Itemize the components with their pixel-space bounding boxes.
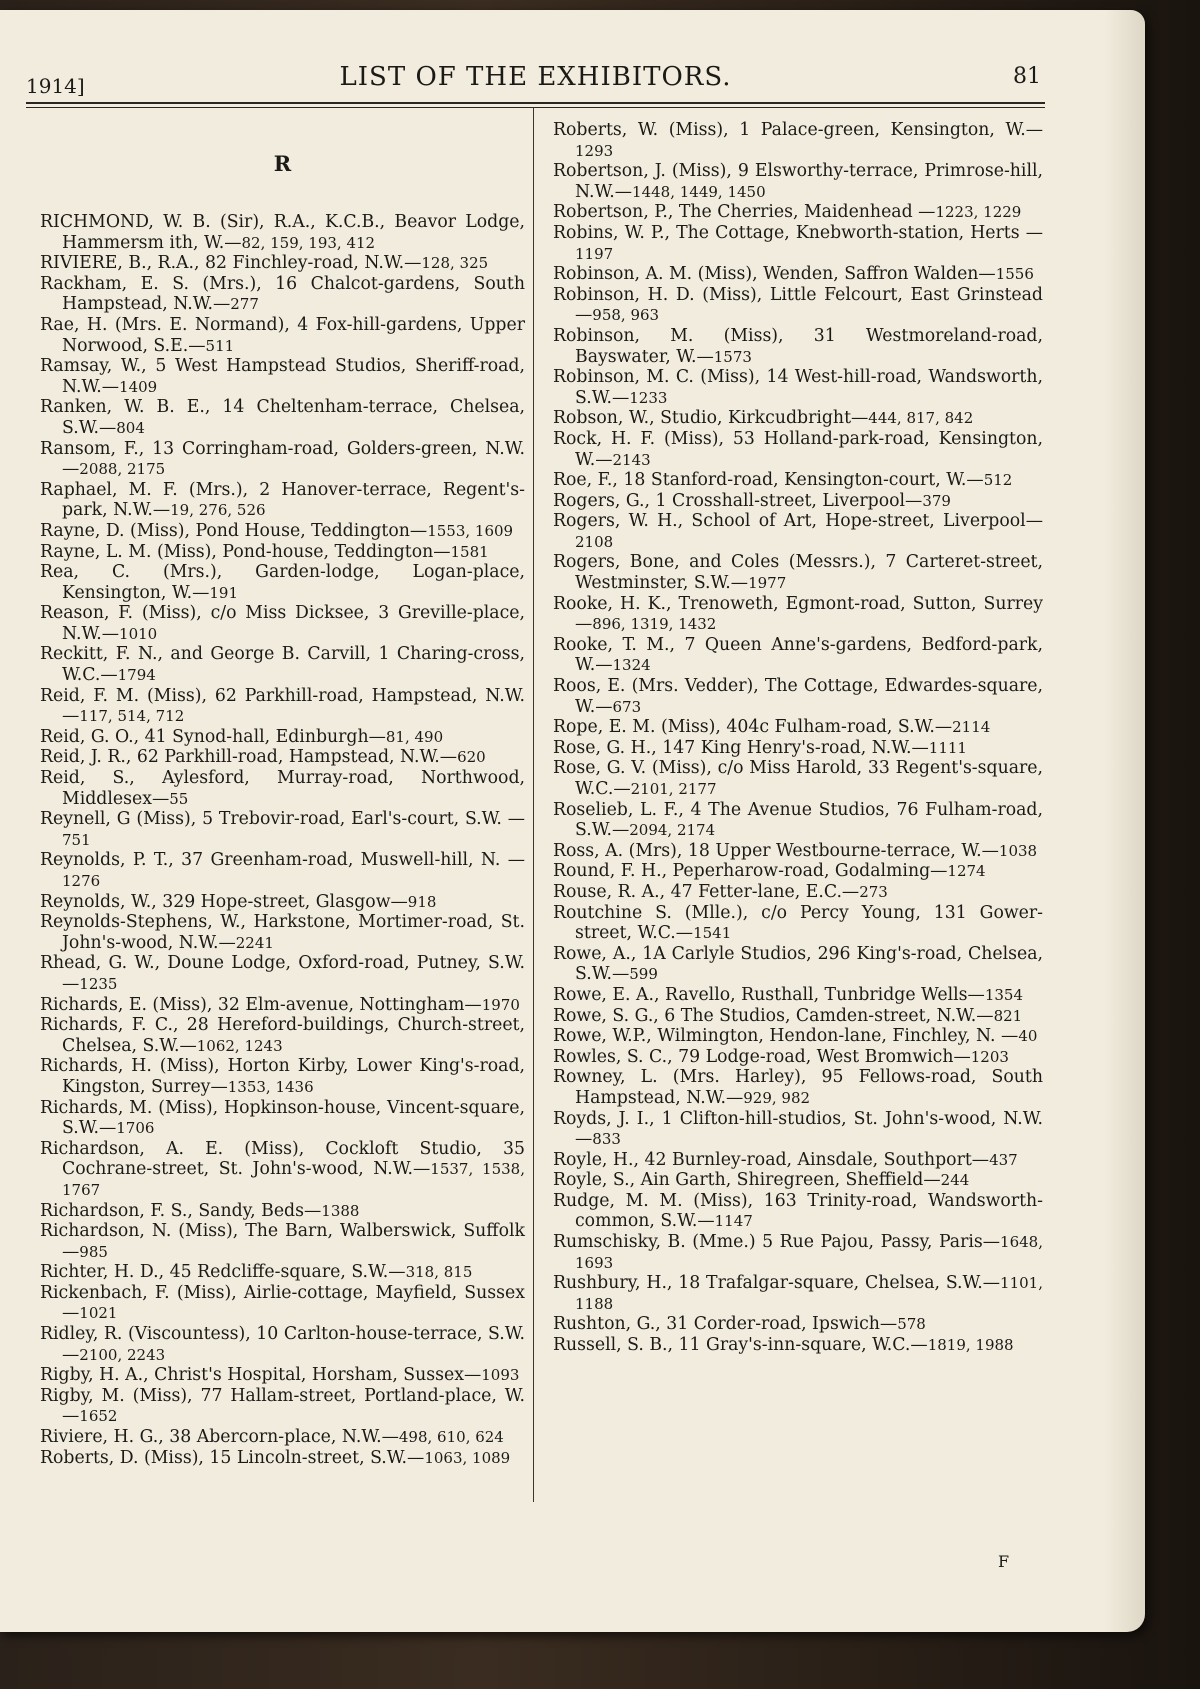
exhibitor-address: Ranken, W. B. E., 14 Cheltenham-terrace, Chelsea, S.W.— (40, 397, 525, 438)
exhibitor-address: Rose, G. V. (Miss), c/o Miss Harold, 33 Regent's-square, W.C.— (553, 758, 1043, 799)
exhibitor-entry (40, 953, 525, 994)
exhibitor-address: Reid, F. M. (Miss), 62 Parkhill-road, Hampstead, N.W.— (40, 685, 525, 727)
exhibitor-address: Rowe, S. G., 6 The Studios, Camden-street, N.W.— (553, 1005, 994, 1026)
exhibitor-address: Riviere, H. G., 38 Abercorn-place, N.W.— (40, 1427, 399, 1448)
exhibitor-address: Reid, G. O., 41 Synod-hall, Edinburgh— (40, 726, 386, 747)
exhibit-numbers: 578 (897, 1315, 926, 1334)
exhibitor-entry (40, 850, 525, 891)
exhibitor-address: Rowles, S. C., 79 Lodge-road, West Bromwich— (553, 1046, 971, 1067)
exhibit-numbers: 1353, 1436 (227, 1077, 314, 1096)
exhibitor-entry (40, 1056, 525, 1097)
exhibitor-address: Rope, E. M. (Miss), 404c Fulham-road, S.W.— (553, 717, 953, 738)
exhibitor-entry (553, 202, 1043, 223)
exhibitor-entry (553, 1067, 1043, 1108)
exhibit-numbers: 512 (983, 471, 1013, 490)
exhibit-numbers: 1235 (79, 974, 118, 993)
exhibitor-entry (553, 1314, 1043, 1335)
exhibitor-address: Robinson, H. D. (Miss), Little Felcourt, East Grinstead— (553, 284, 1043, 326)
exhibit-numbers: 1819, 1988 (927, 1336, 1014, 1355)
exhibitor-address: Richardson, A. E. (Miss), Cockloft Studio, 35 Cochrane-street, St. John's-wood, N.W.— (40, 1138, 525, 1180)
exhibit-numbers: 1706 (116, 1119, 155, 1138)
exhibit-numbers: 1233 (629, 388, 668, 407)
exhibit-numbers: 673 (612, 697, 642, 716)
exhibitor-entry (553, 1232, 1043, 1273)
exhibitor-address: Rea, C. (Mrs.), Garden-lodge, Logan-place, Kensington, W.— (40, 562, 525, 603)
exhibit-numbers: 1147 (714, 1212, 753, 1231)
exhibit-numbers: 751 (62, 830, 91, 849)
exhibitor-entry (40, 912, 525, 953)
exhibit-numbers: 1573 (713, 347, 752, 366)
exhibit-numbers: 444, 817, 842 (868, 409, 974, 428)
exhibitor-entry (553, 223, 1043, 264)
exhibitor-entry (553, 1191, 1043, 1232)
exhibitor-entry (553, 120, 1043, 161)
exhibitor-entry (553, 552, 1043, 593)
exhibitor-entry (553, 903, 1043, 944)
exhibitor-address: Raphael, M. F. (Mrs.), 2 Hanover-terrace, Regent's-park, N.W.— (40, 479, 525, 521)
exhibitor-address: Royle, H., 42 Burnley-road, Ainsdale, Southport— (553, 1149, 990, 1170)
exhibit-numbers: 958, 963 (592, 306, 660, 325)
exhibitor-entry (553, 264, 1043, 285)
exhibit-numbers: 1581 (450, 542, 489, 561)
exhibit-numbers: 277 (230, 295, 259, 314)
exhibitor-address: Rooke, T. M., 7 Queen Anne's-gardens, Bedford-park, W.— (553, 634, 1043, 676)
exhibitor-address: Reid, J. R., 62 Parkhill-road, Hampstead, N.W.— (40, 747, 458, 768)
exhibit-numbers: 273 (859, 882, 888, 901)
exhibitor-entry (553, 676, 1043, 717)
exhibitor-entry (40, 356, 525, 397)
exhibitor-entry (40, 1139, 525, 1201)
exhibitor-entry (40, 274, 525, 315)
exhibit-numbers: 1111 (928, 738, 967, 757)
exhibitor-entry (553, 1335, 1043, 1356)
page-number: 81 (1013, 64, 1041, 89)
exhibit-numbers: 82, 159, 193, 412 (241, 233, 376, 252)
exhibit-numbers: 1354 (984, 985, 1024, 1004)
exhibit-numbers: 821 (993, 1006, 1023, 1025)
exhibit-numbers: 1970 (481, 995, 520, 1014)
exhibitor-address: Roos, E. (Mrs. Vedder), The Cottage, Edwardes-square, W.— (553, 676, 1043, 717)
exhibit-numbers: 1448, 1449, 1450 (632, 182, 766, 201)
exhibitor-entry (553, 491, 1043, 512)
section-letter: R (273, 151, 292, 176)
exhibitor-entry (40, 1201, 525, 1222)
exhibitor-address: Royds, J. I., 1 Clifton-hill-studios, St. John's-wood, N.W.— (553, 1108, 1043, 1150)
exhibit-numbers: 511 (205, 336, 235, 355)
exhibitor-entry (40, 892, 525, 913)
exhibitor-address: Rayne, D. (Miss), Pond House, Teddington— (40, 520, 428, 541)
exhibitor-entry (40, 1283, 525, 1324)
exhibitor-entry (553, 408, 1043, 429)
exhibit-numbers: 117, 514, 712 (79, 707, 185, 726)
exhibitor-address: Reynell, G (Miss), 5 Trebovir-road, Earl's-court, S.W. — (40, 809, 525, 830)
exhibitor-entry (40, 315, 525, 356)
exhibitor-address: Richards, H. (Miss), Horton Kirby, Lower King's-road, Kingston, Surrey— (40, 1056, 525, 1097)
exhibitor-address: Routchine S. (Mlle.), c/o Percy Young, 131 Gower-street, W.C.— (553, 902, 1043, 944)
exhibit-numbers: 1062, 1243 (196, 1036, 283, 1055)
exhibitor-entry (553, 841, 1043, 862)
exhibitor-entry (553, 944, 1043, 985)
exhibit-numbers: 896, 1319, 1432 (592, 615, 717, 634)
exhibitor-entry (553, 738, 1043, 759)
column-divider (533, 107, 534, 1502)
exhibitor-entry (40, 768, 525, 809)
exhibit-numbers: 244 (940, 1171, 970, 1190)
exhibitor-address: Robinson, M. C. (Miss), 14 West-hill-road, Wandsworth, S.W.— (553, 367, 1043, 408)
exhibitor-entry (553, 800, 1043, 841)
exhibitor-address: Rowney, L. (Mrs. Harley), 95 Fellows-road, South Hampstead, N.W.— (553, 1067, 1043, 1108)
exhibitor-address: Russell, S. B., 11 Gray's-inn-square, W.C.— (553, 1335, 928, 1356)
exhibitor-entry (553, 470, 1043, 491)
exhibitor-address: RICHMOND, W. B. (Sir), R.A., K.C.B., Beavor Lodge, Hammersm ith, W.— (40, 212, 525, 253)
exhibit-numbers: 128, 325 (421, 254, 489, 273)
exhibitor-entry (40, 1221, 525, 1262)
exhibitor-address: Rowe, W.P., Wilmington, Hendon-lane, Finchley, N. — (553, 1026, 1019, 1047)
exhibitor-address: Rickenbach, F. (Miss), Airlie-cottage, Mayfield, Sussex — (40, 1282, 525, 1324)
header-rule-thin (26, 107, 1045, 108)
signature-mark: F (998, 1552, 1010, 1571)
exhibitor-address: Rogers, W. H., School of Art, Hope-street, Liverpool— (553, 511, 1043, 532)
exhibit-numbers: 1537, 1538, 1767 (62, 1160, 525, 1199)
exhibit-numbers: 1203 (970, 1047, 1009, 1066)
exhibit-numbers: 1556 (995, 265, 1034, 284)
exhibitor-address: Robertson, J. (Miss), 9 Elsworthy-terrace, Primrose-hill, N.W.— (553, 161, 1043, 202)
exhibitor-entry (553, 882, 1043, 903)
exhibit-numbers: 1093 (481, 1366, 520, 1385)
exhibitor-address: Rogers, G., 1 Crosshall-street, Liverpool— (553, 490, 923, 511)
exhibitor-entry (553, 635, 1043, 676)
exhibit-numbers: 1223, 1229 (935, 203, 1022, 222)
exhibitor-address: Ransom, F., 13 Corringham-road, Golders-green, N.W. — (40, 438, 525, 480)
exhibit-numbers: 2241 (235, 933, 274, 952)
exhibit-numbers: 1010 (119, 624, 158, 643)
exhibit-numbers: 804 (116, 418, 145, 437)
exhibitor-entry (553, 594, 1043, 635)
exhibitor-entry (40, 1365, 525, 1386)
exhibit-numbers: 498, 610, 624 (398, 1428, 504, 1447)
exhibitor-address: Rhead, G. W., Doune Lodge, Oxford-road, Putney, S.W.— (40, 953, 525, 994)
exhibitor-address: Rae, H. (Mrs. E. Normand), 4 Fox-hill-gardens, Upper Norwood, S.E.— (40, 314, 525, 356)
exhibitor-address: RIVIERE, B., R.A., 82 Finchley-road, N.W.— (40, 253, 422, 274)
exhibit-numbers: 2143 (612, 450, 651, 469)
exhibit-numbers: 918 (407, 892, 437, 911)
exhibitor-entry (553, 1170, 1043, 1191)
exhibitor-entry (553, 1026, 1043, 1047)
header-title: LIST OF THE EXHIBITORS. (339, 62, 732, 92)
exhibit-numbers: 2100, 2243 (79, 1345, 166, 1364)
exhibitor-address: Rose, G. H., 147 King Henry's-road, N.W.— (553, 737, 929, 758)
exhibit-numbers: 1648, 1693 (575, 1233, 1043, 1272)
exhibit-numbers: 1197 (575, 244, 614, 263)
exhibit-numbers: 599 (629, 965, 658, 984)
exhibitor-entry (40, 603, 525, 644)
exhibitor-address: Reid, S., Aylesford, Murray-road, Northwood, Middlesex— (40, 768, 525, 809)
exhibitor-address: Rumschisky, B. (Mme.) 5 Rue Pajou, Passy, Paris— (553, 1232, 1001, 1253)
exhibitor-address: Rowe, A., 1A Carlyle Studios, 296 King's-road, Chelsea, S.W.— (553, 943, 1043, 985)
exhibit-numbers: 2114 (952, 718, 991, 737)
exhibit-numbers: 929, 982 (743, 1088, 811, 1107)
exhibitor-entry (40, 747, 525, 768)
exhibitor-entry (553, 1047, 1043, 1068)
exhibit-numbers: 40 (1018, 1027, 1038, 1046)
exhibitor-entry (40, 1386, 525, 1427)
exhibit-numbers: 55 (169, 789, 189, 808)
exhibitor-entry (40, 1098, 525, 1139)
exhibitor-address: Rigby, M. (Miss), 77 Hallam-street, Portland-place, W. — (40, 1385, 525, 1427)
exhibitor-address: Richards, E. (Miss), 32 Elm-avenue, Nottingham— (40, 994, 482, 1015)
exhibitor-entry (553, 367, 1043, 408)
exhibitor-address: Round, F. H., Peperharow-road, Godalming— (553, 861, 948, 882)
exhibitor-address: Rudge, M. M. (Miss), 163 Trinity-road, Wandsworth-common, S.W.— (553, 1190, 1043, 1232)
right-entry-list (553, 120, 1043, 1356)
exhibit-numbers: 318, 815 (405, 1263, 473, 1282)
exhibitor-address: Ramsay, W., 5 West Hampstead Studios, Sheriff-road, N.W.— (40, 356, 525, 397)
exhibit-numbers: 2108 (575, 532, 614, 551)
exhibitor-address: Robins, W. P., The Cottage, Knebworth-station, Herts — (553, 222, 1043, 243)
exhibit-numbers: 985 (79, 1242, 108, 1261)
exhibitor-address: Ross, A. (Mrs), 18 Upper Westbourne-terrace, W.— (553, 840, 999, 861)
exhibit-numbers: 1553, 1609 (427, 521, 514, 540)
left-column (40, 120, 525, 1468)
exhibit-numbers: 1652 (79, 1407, 118, 1426)
exhibit-numbers: 1276 (62, 872, 101, 890)
exhibitor-address: Roe, F., 18 Stanford-road, Kensington-court, W.— (553, 470, 984, 491)
exhibitor-address: Rackham, E. S. (Mrs.), 16 Chalcot-gardens, South Hampstead, N.W.— (40, 273, 525, 315)
exhibitor-entry (553, 1150, 1043, 1171)
exhibitor-address: Reckitt, F. N., and George B. Carvill, 1 Charing-cross, W.C.— (40, 644, 525, 686)
exhibitor-entry (40, 1427, 525, 1448)
exhibit-numbers: 437 (989, 1150, 1018, 1169)
exhibitor-entry (40, 397, 525, 438)
exhibitor-entry (40, 212, 525, 253)
exhibitor-address: Rowe, E. A., Ravello, Rusthall, Tunbridge Wells— (553, 984, 985, 1005)
exhibit-numbers: 1541 (693, 924, 732, 943)
exhibitor-entry (40, 1448, 525, 1469)
exhibit-numbers: 1038 (998, 841, 1038, 860)
exhibitor-address: Roselieb, L. F., 4 The Avenue Studios, 76 Fulham-road, S.W.— (553, 799, 1043, 841)
exhibit-numbers: 1063, 1089 (424, 1448, 511, 1467)
exhibit-numbers: 1021 (79, 1304, 118, 1323)
exhibitor-entry (553, 285, 1043, 326)
right-column (553, 120, 1043, 1356)
exhibitor-entry (553, 161, 1043, 202)
exhibitor-entry (40, 253, 525, 274)
exhibitor-address: Rock, H. F. (Miss), 53 Holland-park-road, Kensington, W.— (553, 428, 1043, 470)
exhibitor-address: Reynolds, W., 329 Hope-street, Glasgow— (40, 891, 408, 912)
exhibit-numbers: 2101, 2177 (630, 780, 717, 798)
exhibit-numbers: 620 (457, 748, 486, 767)
exhibit-numbers: 2094, 2174 (629, 821, 716, 840)
exhibitor-address: Richards, F. C., 28 Hereford-buildings, Church-street, Chelsea, S.W.— (40, 1015, 525, 1056)
exhibitor-address: Rouse, R. A., 47 Fetter-lane, E.C.— (553, 881, 860, 902)
exhibitor-entry (40, 686, 525, 727)
exhibitor-entry (40, 562, 525, 603)
exhibitor-address: Roberts, D. (Miss), 15 Lincoln-street, S.W.— (40, 1447, 425, 1468)
exhibitor-entry (553, 1109, 1043, 1150)
exhibitor-entry (40, 727, 525, 748)
exhibitor-address: Richardson, F. S., Sandy, Beds— (40, 1200, 322, 1221)
exhibitor-address: Robinson, M. (Miss), 31 Westmoreland-road, Bayswater, W.— (553, 325, 1043, 367)
exhibit-numbers: 1293 (575, 141, 614, 160)
exhibitor-entry (40, 1015, 525, 1056)
exhibitor-address: Rigby, H. A., Christ's Hospital, Horsham, Sussex— (40, 1365, 482, 1386)
exhibitor-address: Rushton, G., 31 Corder-road, Ipswich— (553, 1314, 898, 1335)
exhibit-numbers: 1388 (321, 1201, 360, 1220)
exhibit-numbers: 191 (209, 583, 239, 602)
header-year: 1914] (26, 74, 85, 98)
exhibit-numbers: 379 (922, 491, 951, 510)
header-rule-thick (26, 102, 1045, 104)
exhibitor-address: Robson, W., Studio, Kirkcudbright— (553, 408, 869, 429)
exhibit-numbers: 1977 (748, 574, 787, 593)
exhibitor-address: Richter, H. D., 45 Redcliffe-square, S.W.— (40, 1262, 406, 1283)
exhibitor-entry (553, 758, 1043, 799)
exhibit-numbers: 1101, 1188 (575, 1274, 1043, 1313)
exhibitor-entry (553, 1006, 1043, 1027)
running-head (26, 58, 1045, 98)
exhibitor-entry (40, 439, 525, 480)
exhibitor-address: Reynolds-Stephens, W., Harkstone, Mortimer-road, St. John's-wood, N.W.— (40, 912, 525, 953)
exhibitor-entry (553, 985, 1043, 1006)
exhibitor-address: Richards, M. (Miss), Hopkinson-house, Vincent-square, S.W.— (40, 1097, 525, 1139)
exhibitor-entry (553, 1273, 1043, 1314)
exhibit-numbers: 1794 (117, 666, 156, 685)
exhibitor-entry (40, 809, 525, 850)
exhibitor-address: Robinson, A. M. (Miss), Wenden, Saffron Walden— (553, 264, 996, 285)
exhibit-numbers: 2088, 2175 (79, 460, 166, 479)
exhibit-numbers: 1324 (612, 656, 651, 675)
exhibit-numbers: 1274 (947, 862, 986, 881)
exhibitor-address: Robertson, P., The Cherries, Maidenhead — (553, 202, 936, 223)
exhibitor-address: Reason, F. (Miss), c/o Miss Dicksee, 3 Greville-place, N.W.— (40, 603, 525, 644)
exhibitor-entry (553, 511, 1043, 552)
exhibit-numbers: 19, 276, 526 (170, 501, 266, 520)
exhibitor-entry (40, 644, 525, 685)
exhibitor-entry (40, 1262, 525, 1283)
exhibitor-entry (40, 995, 525, 1016)
exhibitor-address: Reynolds, P. T., 37 Greenham-road, Muswell-hill, N. — (40, 850, 525, 871)
exhibitor-entry (553, 861, 1043, 882)
exhibitor-entry (553, 429, 1043, 470)
exhibitor-address: Roberts, W. (Miss), 1 Palace-green, Kensington, W.— (553, 120, 1043, 140)
exhibitor-address: Rayne, L. M. (Miss), Pond-house, Teddington— (40, 541, 451, 562)
page (0, 10, 1145, 1632)
left-entry-list (40, 212, 525, 1468)
exhibit-numbers: 833 (592, 1130, 621, 1149)
exhibitor-address: Rogers, Bone, and Coles (Messrs.), 7 Carteret-street, Westminster, S.W.— (553, 552, 1043, 594)
exhibitor-entry (40, 1324, 525, 1365)
exhibitor-address: Richardson, N. (Miss), The Barn, Walberswick, Suffolk — (40, 1221, 525, 1262)
exhibitor-address: Rooke, H. K., Trenoweth, Egmont-road, Sutton, Surrey — (553, 593, 1043, 635)
exhibitor-entry (40, 542, 525, 563)
exhibit-numbers: 81, 490 (385, 727, 444, 746)
exhibitor-entry (553, 326, 1043, 367)
exhibit-numbers: 1409 (119, 377, 158, 396)
exhibitor-entry (40, 521, 525, 542)
exhibitor-entry (40, 480, 525, 521)
exhibitor-address: Ridley, R. (Viscountess), 10 Carlton-house-terrace, S.W.— (40, 1324, 525, 1365)
exhibitor-address: Rushbury, H., 18 Trafalgar-square, Chelsea, S.W.— (553, 1273, 1001, 1294)
exhibitor-entry (553, 717, 1043, 738)
exhibitor-address: Royle, S., Ain Garth, Shiregreen, Sheffield— (553, 1170, 941, 1191)
